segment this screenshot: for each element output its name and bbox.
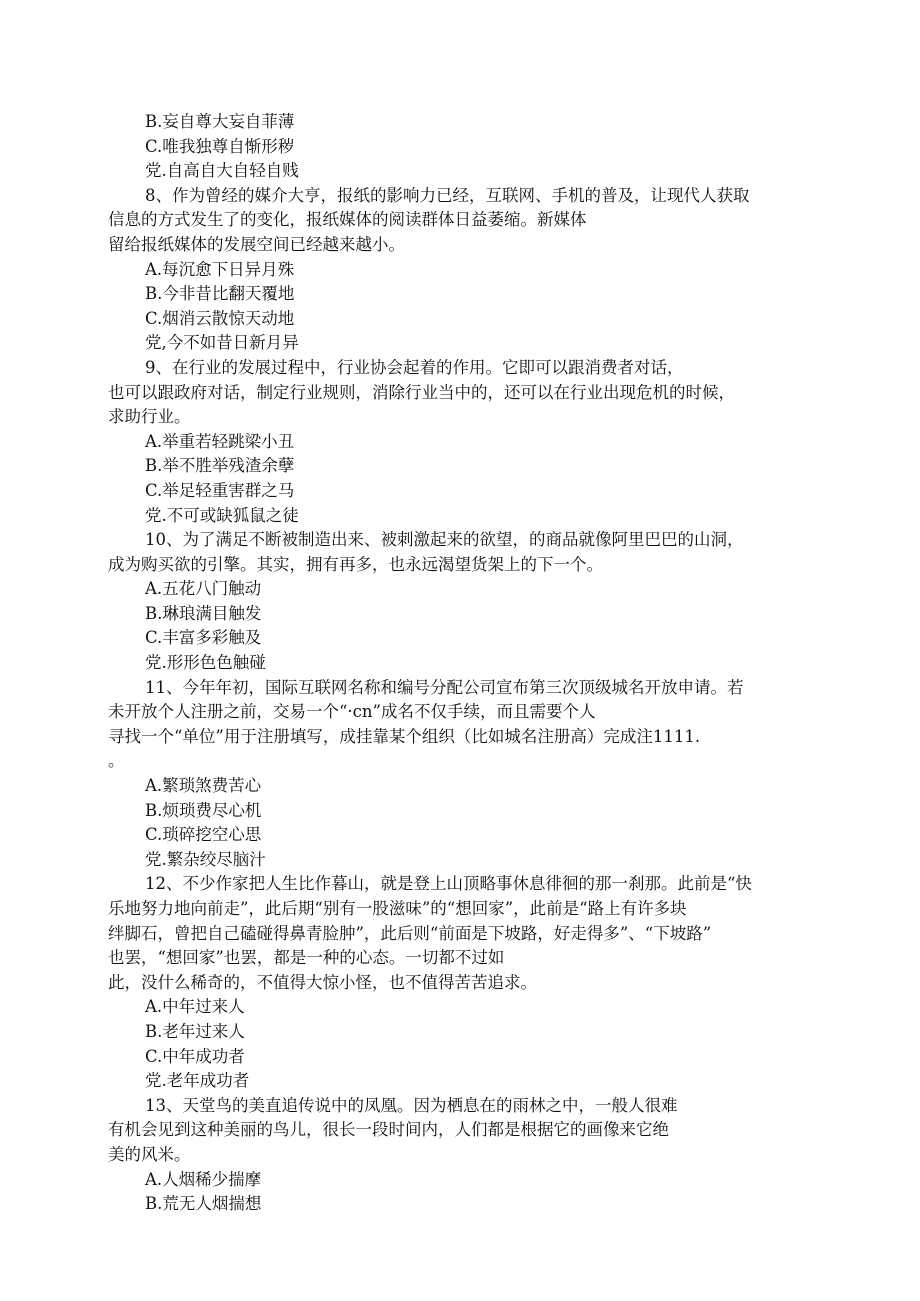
text-line: B.荒无人烟揣想 [145,1194,262,1214]
text-line: 成为购买欲的引擎。其实，拥有再多，也永远渴望货架上的下一个。 [108,554,603,574]
text-line: 党.老年成功者 [145,1071,250,1091]
text-line: 此，没什么稀奇的，不值得大惊小怪，也不值得苦苦追求。 [108,972,537,992]
text-line: C.中年成功者 [145,1046,245,1066]
text-line: C.烟消云散惊天动地 [145,308,295,328]
text-line: 也可以跟政府对话，制定行业规则，消除行业当中的，还可以在行业出现危机的时候， [108,382,735,402]
text-line: 8、作为曾经的媒介大亨，报纸的影响力已经，互联网、手机的普及，让现代人获取 [145,185,750,205]
text-line: C.唯我独尊自惭形秽 [145,136,295,156]
text-line: 也罢，“想回家”也罢，都是一种的心态。一切都不过如 [108,948,505,968]
text-line: 寻找一个“单位”用于注册填写，成挂靠某个组织（比如城名注册高）完成注1111. [108,726,701,746]
text-line: 党.不可或缺狐鼠之徒 [145,505,299,525]
text-line: 党.繁杂绞尽脑汁 [145,849,266,869]
text-line: A.中年过来人 [145,997,245,1017]
text-line: 党.自高自大自轻自贱 [145,161,299,181]
text-line: 绊脚石，曾把自己磕碰得鼻青脸肿”，此后则“前面是下坡路，好走得多”、“下坡路” [108,923,712,943]
text-line: 党,今不如昔日新月异 [145,333,299,353]
text-line: B.妄自尊大妄自菲薄 [145,112,295,131]
text-line: 美的风米。 [108,1144,191,1164]
text-line: C.琐碎挖空心思 [145,825,262,845]
text-line: A.举重若轻跳梁小丑 [145,431,295,451]
text-line: A.繁琐煞费苦心 [145,776,262,796]
text-line: A.五花八门触动 [145,579,262,599]
text-line: C.丰富多彩触及 [145,628,262,648]
text-line: 13、天堂鸟的美直追传说中的凤凰。因为栖息在的雨林之中，一般人很难 [145,1095,678,1115]
text-line: 9、在行业的发展过程中，行业协会起着的作用。它即可以跟消费者对话， [145,357,684,377]
text-line: B.今非昔比翻天覆地 [145,284,295,304]
text-line: 有机会见到这种美丽的鸟儿，很长一段时间内，人们都是根据它的画像来它绝 [108,1120,669,1140]
text-line: 12、不少作家把人生比作暮山，就是登上山顶略事休息徘徊的那一刹那。此前是“快 [145,874,752,894]
text-line: 求助行业。 [108,407,191,427]
text-line: 。 [108,751,125,771]
text-line: 10、为了满足不断被制造出来、被刺激起来的欲望，的商品就像阿里巴巴的山洞， [145,530,744,550]
document-body [108,110,808,1217]
text-line: C.举足轻重害群之马 [145,480,295,500]
text-line: 党.形形色色触碰 [145,653,266,673]
text-line: B.举不胜举残渣余孽 [145,456,295,476]
text-line: 留给报纸媒体的发展空间已经越来越小。 [108,234,405,254]
text-line: 11、今年年初，国际互联网名称和编号分配公司宣布第三次顶级城名开放申请。若 [145,677,744,697]
text-line: A.人烟稀少揣摩 [145,1169,262,1189]
text-line: 乐地努力地向前走”，此后期“别有一股滋味”的“想回家”，此前是“路上有许多块 [108,899,687,918]
text-line: 未开放个人注册之前，交易一个“·cn”成名不仅手续，而且需要个人 [108,702,596,722]
text-line: B.老年过来人 [145,1021,245,1041]
text-line: B.烦琐费尽心机 [145,800,262,820]
text-line: 信息的方式发生了的变化，报纸媒体的阅读群体日益萎缩。新媒体 [108,210,587,230]
text-line: B.琳琅满目触发 [145,603,262,623]
text-line: A.每沉愈下日异月殊 [145,259,295,279]
